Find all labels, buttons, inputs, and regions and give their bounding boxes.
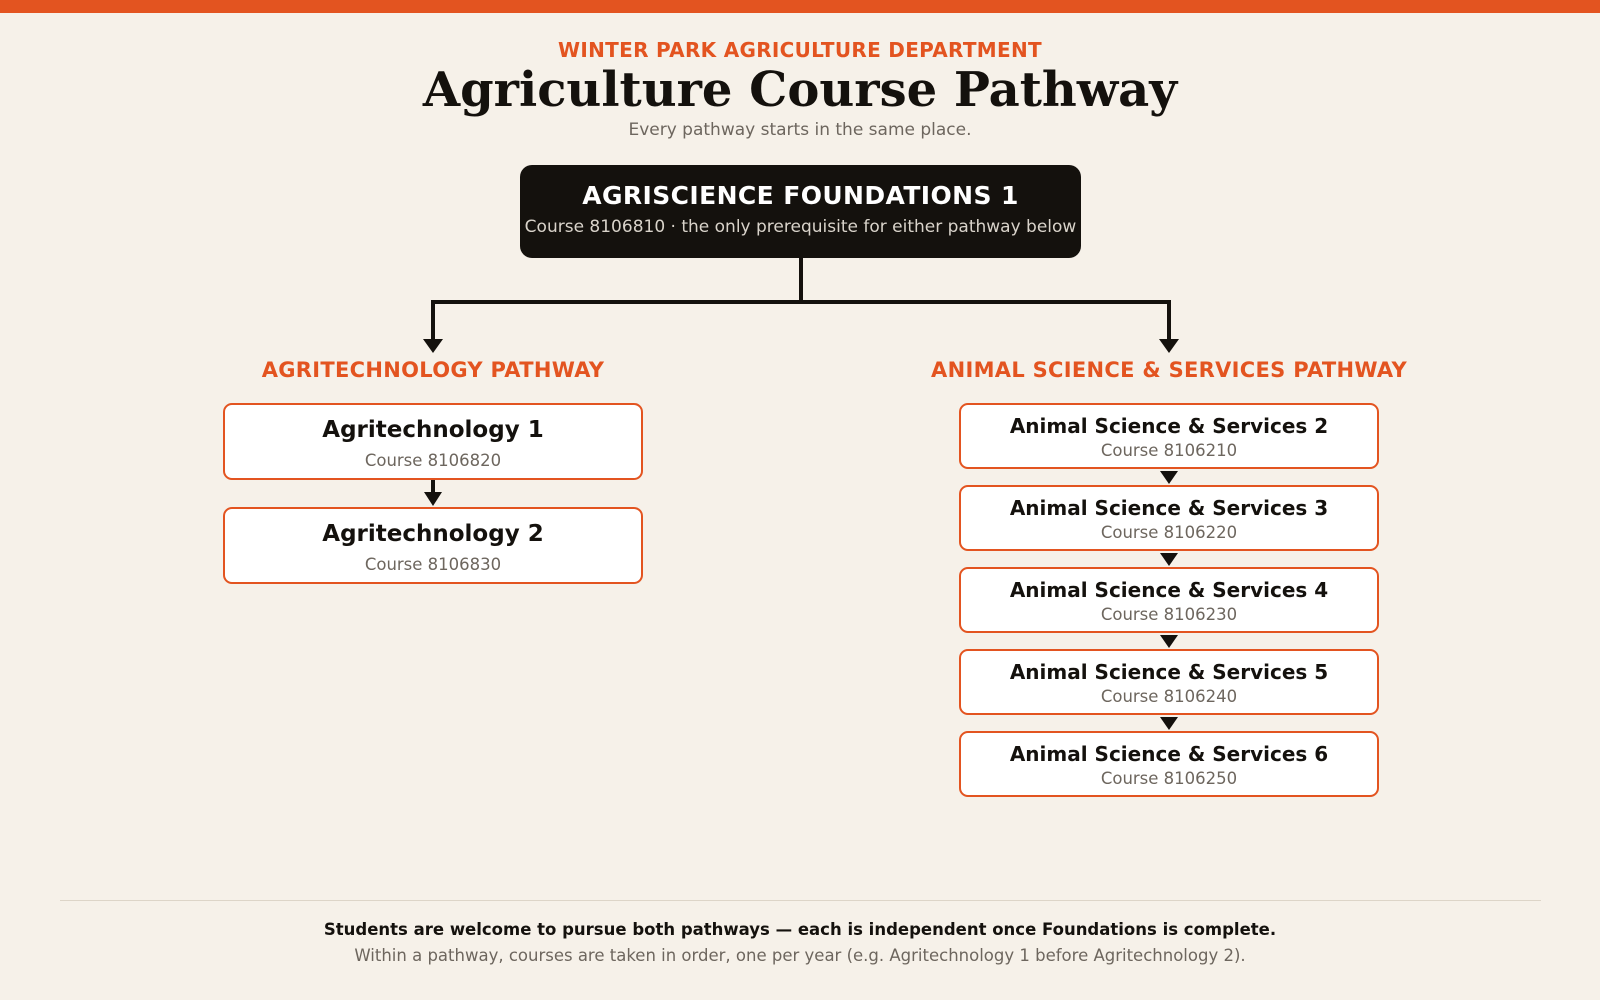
course-card-animal-science-3: [959, 485, 1379, 551]
foundation-course-subtitle: Course 8106810 · the only prerequisite for either pathway below: [524, 217, 1077, 237]
course-code: Course 8106250: [1100, 769, 1238, 788]
foundation-course-box: [520, 165, 1081, 258]
course-name: Animal Science & Services 6: [1009, 742, 1329, 766]
course-name: Animal Science & Services 4: [1009, 578, 1329, 602]
course-code: Course 8106240: [1100, 687, 1238, 706]
agritechnology-pathway-label: AGRITECHNOLOGY PATHWAY: [261, 358, 605, 382]
top-accent-bar: [0, 0, 1600, 13]
branch-left-arrow: [423, 339, 443, 353]
animal-sequence-arrow-1: [1160, 471, 1178, 484]
footer-note: Within a pathway, courses are taken in order, one per year (e.g. Agritechnology 1 before Agritechnology 2).: [354, 946, 1246, 965]
department-name: WINTER PARK AGRICULTURE DEPARTMENT: [558, 38, 1042, 62]
course-name: Animal Science & Services 3: [1009, 496, 1329, 520]
course-code: Course 8106220: [1100, 523, 1238, 542]
branch-right-arrow: [1159, 339, 1179, 353]
animal-sequence-arrow-2: [1160, 553, 1178, 566]
course-code: Course 8106230: [1100, 605, 1238, 624]
agri-sequence-arrow: [424, 492, 442, 506]
course-card-agritechnology-2: [223, 507, 643, 584]
course-card-animal-science-6: [959, 731, 1379, 797]
course-card-agritechnology-1: [223, 403, 643, 480]
animal-sequence-arrow-4: [1160, 717, 1178, 730]
course-card-animal-science-5: [959, 649, 1379, 715]
course-name: Agritechnology 2: [322, 521, 544, 547]
course-name: Animal Science & Services 2: [1009, 414, 1329, 438]
course-name: Animal Science & Services 5: [1009, 660, 1329, 684]
animal-sequence-arrow-3: [1160, 635, 1178, 648]
course-code: Course 8106830: [364, 555, 502, 574]
course-code: Course 8106820: [364, 451, 502, 470]
course-card-animal-science-2: [959, 403, 1379, 469]
course-code: Course 8106210: [1100, 441, 1238, 460]
footer-divider: [60, 900, 1541, 901]
course-card-animal-science-4: [959, 567, 1379, 633]
course-name: Agritechnology 1: [322, 417, 544, 443]
page-subtitle: Every pathway starts in the same place.: [628, 120, 972, 140]
foundation-course-title: AGRISCIENCE FOUNDATIONS 1: [582, 181, 1019, 210]
footer-note-bold: Students are welcome to pursue both pathways — each is independent once Foundations is complete.: [323, 920, 1277, 939]
page-title: Agriculture Course Pathway: [422, 62, 1178, 118]
animal-science-pathway-label: ANIMAL SCIENCE & SERVICES PATHWAY: [931, 358, 1407, 382]
